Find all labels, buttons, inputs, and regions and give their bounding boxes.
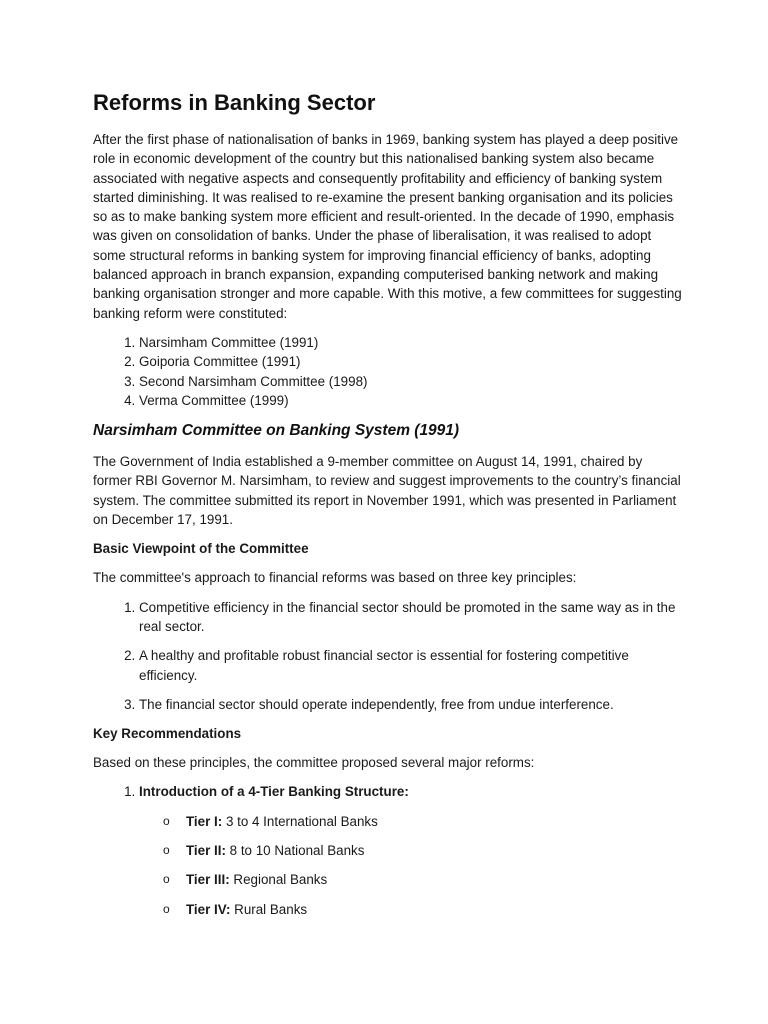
principles-list — [93, 598, 683, 714]
page-title: Reforms in Banking Sector — [93, 90, 376, 115]
tier-item — [163, 841, 683, 860]
tier-label: Tier III: — [186, 872, 230, 888]
circle-bullet-icon: o — [163, 813, 170, 828]
recommendations-list — [93, 782, 683, 918]
list-item: 3. The financial sector should operate independently, free from undue interference. — [139, 695, 683, 714]
list-item: 1. Competitive efficiency in the financial sector should be promoted in the same way as in the real sector. — [139, 598, 683, 637]
document-content — [93, 88, 683, 929]
list-item: 3. Second Narsimham Committee (1998) — [139, 372, 683, 391]
section-paragraph: The Government of India established a 9-member committee on August 14, 1991, chaired by former RBI Governor M. Narsimham, to review and suggest improvements to the country’s financial system. The committee submitted its report in November 1991, which was presented in Parliament on December 17, 1991. — [93, 454, 681, 528]
viewpoint-intro: The committee's approach to financial reforms was based on three key principles: — [93, 570, 577, 586]
circle-bullet-icon: o — [163, 901, 170, 916]
circle-bullet-icon: o — [163, 843, 170, 858]
tier-label: Tier IV: — [186, 901, 231, 917]
committees-list — [93, 333, 683, 410]
tier-text: Regional Banks — [233, 872, 328, 888]
list-item — [139, 782, 683, 918]
tier-item — [163, 900, 683, 919]
circle-bullet-icon: o — [163, 872, 170, 887]
list-item: 1. Narsimham Committee (1991) — [139, 333, 683, 352]
list-item: 2. A healthy and profitable robust financial sector is essential for fostering competitive efficiency. — [139, 646, 683, 685]
recommendation-title: Introduction of a 4-Tier Banking Structure: — [139, 784, 409, 800]
recommendations-intro: Based on these principles, the committee proposed several major reforms: — [93, 755, 535, 771]
recommendations-heading: Key Recommendations — [93, 726, 242, 742]
section-heading: Narsimham Committee on Banking System (1991) — [93, 422, 460, 440]
intro-paragraph: After the first phase of nationalisation of banks in 1969, banking system has played a deep positive role in economic development of the country but this nationalised banking system also became associated with negative aspects and consequently profitability and efficiency of banking system started diminishing. It was realised to re-examine the present banking organisation and its policies so as to make banking system more efficient and result-oriented. In the decade of 1990, emphasis was given on consolidation of banks. Under the phase of liberalisation, it was realised to adopt some structural reforms in banking system for improving financial efficiency of banks, adopting balanced approach in branch expansion, expanding computerised banking network and making banking organisation stronger and more capable. With this motive, a few committees for suggesting banking reform were constituted: — [93, 132, 682, 321]
tier-list — [139, 812, 683, 919]
tier-text: 3 to 4 International Banks — [225, 813, 378, 829]
tier-item — [163, 870, 683, 889]
viewpoint-heading: Basic Viewpoint of the Committee — [93, 541, 309, 557]
tier-text: Rural Banks — [234, 901, 308, 917]
list-item: 4. Verma Committee (1999) — [139, 391, 683, 410]
tier-text: 8 to 10 National Banks — [229, 843, 365, 859]
tier-item — [163, 812, 683, 831]
tier-label: Tier I: — [186, 813, 223, 829]
tier-label: Tier II: — [186, 843, 226, 859]
list-item: 2. Goiporia Committee (1991) — [139, 352, 683, 371]
